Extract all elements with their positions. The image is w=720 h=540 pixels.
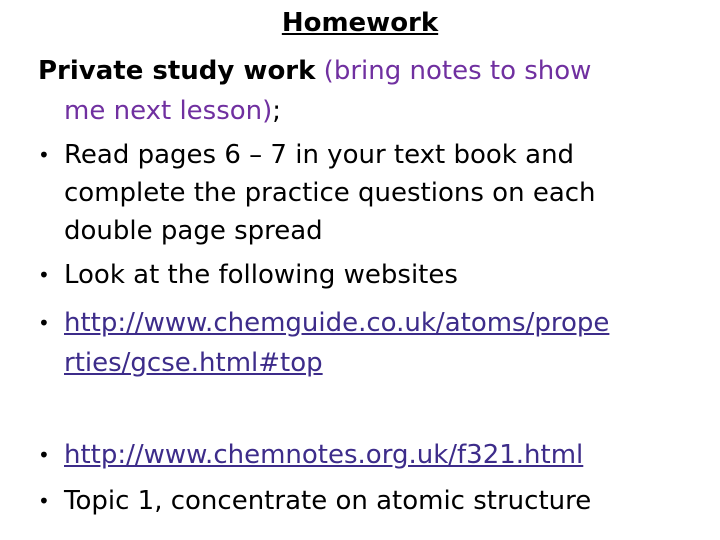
chemnotes-link[interactable]: http://www.chemnotes.org.uk/f321.html <box>64 440 584 470</box>
intro-line-1 <box>38 54 591 88</box>
intro-bold: Private study work <box>38 56 316 86</box>
list-item-text: double page spread <box>64 216 323 246</box>
chemguide-link[interactable]: rties/gcse.html#top <box>64 348 323 378</box>
bullet-icon: • <box>38 263 50 287</box>
bullet-icon: • <box>38 443 50 467</box>
page-title: Homework <box>281 8 439 38</box>
bullet-icon: • <box>38 311 50 335</box>
bullet-icon: • <box>38 489 50 513</box>
chemguide-link[interactable]: http://www.chemguide.co.uk/atoms/prope <box>64 308 610 338</box>
intro-semicolon: ; <box>272 96 282 126</box>
list-item-text: complete the practice questions on each <box>64 178 596 208</box>
intro-paren-2: me next lesson) <box>64 96 273 126</box>
bullet-icon: • <box>38 143 50 167</box>
intro-paren-1: (bring notes to show <box>315 56 592 86</box>
intro-line-2 <box>64 94 281 128</box>
list-item-text: Read pages 6 – 7 in your text book and <box>64 140 575 170</box>
list-item-text: Topic 1, concentrate on atomic structure <box>64 486 592 516</box>
list-item-text: Look at the following websites <box>64 260 458 290</box>
